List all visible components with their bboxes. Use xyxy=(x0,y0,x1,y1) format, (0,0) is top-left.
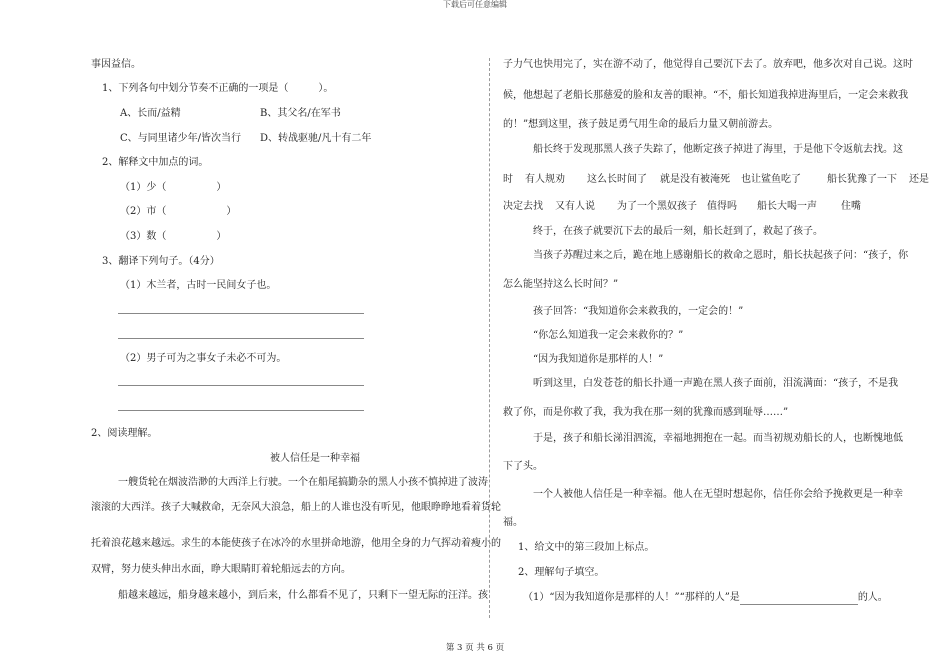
phrase: 船长大喝一声 xyxy=(757,201,817,212)
phrase: 有人规劝 xyxy=(525,174,565,185)
passage-line: 终于，在孩子就要沉下去的最后一刻，船长赶到了，救起了孩子。 xyxy=(533,226,823,237)
answer-line[interactable] xyxy=(118,410,364,411)
phrase: 还是 xyxy=(909,174,929,185)
fill-in-prompt: （1）“因为我知道你是那样的人！”“那样的人”是 xyxy=(523,592,740,603)
phrase: 值得吗 xyxy=(707,201,737,212)
question-2: 2、理解句子填空。 xyxy=(518,567,605,578)
phrase: 为了一个黑奴孩子 xyxy=(617,201,697,212)
question-3-item-1: （1）木兰者，古时一民间女子也。 xyxy=(120,280,277,291)
question-1: 1、给文中的第三段加上标点。 xyxy=(518,542,655,553)
passage-line: 滚滚的大西洋。孩子大喊救命，无奈风大浪急，船上的人谁也没有听见，他眼睁睁地看着货轮 xyxy=(91,502,501,513)
passage-line: “因为我知道你是那样的人！” xyxy=(533,354,664,365)
passage-line: 双臂，努力使头伸出水面，睁大眼睛盯着轮船远去的方向。 xyxy=(91,564,351,575)
passage-line: 一个人被他人信任是一种幸福。他人在无望时想起你，信任你会给予挽救更是一种幸 xyxy=(533,489,903,500)
passage-line: 于是，孩子和船长涕泪泗流，幸福地拥抱在一起。而当初规劝船长的人，也断愧地低 xyxy=(533,433,903,444)
question-3: 3、翻译下列句子。（4分） xyxy=(102,256,220,267)
question-2-item-1 xyxy=(523,591,888,605)
question-1: 1、下列各句中划分节奏不正确的一项是（ ）。 xyxy=(102,83,334,94)
fill-in-suffix: 的人。 xyxy=(857,592,888,603)
passage-line: 一艘货轮在烟波浩渺的大西洋上行驶。一个在船尾搞勤杂的黑人小孩不慎掉进了波涛 xyxy=(118,477,488,488)
phrase: 决定去找 xyxy=(503,201,543,212)
page-header: 下载后可任意编辑 xyxy=(443,0,507,9)
phrase: 也让鲨鱼吃了 xyxy=(741,174,801,185)
fill-in-blank[interactable] xyxy=(740,594,858,605)
passage-line: 听到这里，白发苍苍的船长扑通一声跪在黑人孩子面前，泪流满面：“孩子，不是我 xyxy=(533,378,899,389)
answer-line[interactable] xyxy=(118,313,364,314)
question-2-item-1: （1）少（ ） xyxy=(120,182,227,193)
passage-line: 的！”想到这里，孩子鼓足勇气用生命的最后力量又朝前游去。 xyxy=(503,119,779,130)
passage-line: 托着浪花越来越远。求生的本能使孩子在冰冷的水里拼命地游，他用全身的力气挥动着瘦小的 xyxy=(91,538,501,549)
option-b: B、其父名/在军书 xyxy=(260,108,341,119)
section-heading: 2、阅读理解。 xyxy=(91,428,158,439)
passage-line: 下了头。 xyxy=(503,461,543,472)
passage-line: “你怎么知道我一定会来救你的？” xyxy=(533,330,684,341)
option-a: A、长而/益精 xyxy=(120,108,181,119)
passage-tail: 事因益信。 xyxy=(91,59,141,70)
phrase: 住嘴 xyxy=(841,201,861,212)
passage-line: 福。 xyxy=(503,517,523,528)
passage-line: 子力气也快用完了，实在游不动了，他觉得自己要沉下去了。放弃吧，他多次对自己说。这时 xyxy=(503,59,913,70)
question-3-item-2: （2）男子可为之事女子未必不可为。 xyxy=(120,353,287,364)
answer-line[interactable] xyxy=(118,385,364,386)
question-2-item-3: （3）数（ ） xyxy=(120,231,227,242)
passage-line: 救了你，而是你救了我，我为我在那一刻的犹豫而感到耻辱……” xyxy=(503,407,789,418)
question-2: 2、解释文中加点的词。 xyxy=(102,157,209,168)
phrase: 这么长时间了 xyxy=(587,174,647,185)
passage-title: 被人信任是一种幸福 xyxy=(270,453,360,464)
passage-line: 船长终于发现那黑人孩子失踪了，他断定孩子掉进了海里，于是他下令返航去找。这 xyxy=(533,144,903,155)
passage-line: 当孩子苏醒过来之后，跪在地上感谢船长的救命之恩时，船长扶起孩子问：“孩子，你 xyxy=(533,250,909,261)
unpunctuated-line xyxy=(503,173,929,187)
phrase: 又有人说 xyxy=(555,201,595,212)
phrase: 就是没有被淹死 xyxy=(660,174,730,185)
phrase: 船长犹豫了一下 xyxy=(827,174,897,185)
passage-line: 怎么能坚持这么长时间？” xyxy=(503,279,619,290)
passage-line: 候，他想起了老船长那慈爱的脸和友善的眼神。“不，船长知道我掉进海里后，一定会来救我 xyxy=(503,90,909,101)
right-column xyxy=(489,0,950,671)
option-d: D、转战驱驰/凡十有二年 xyxy=(260,133,372,144)
phrase: 时 xyxy=(503,174,513,185)
passage-line: 船越来越远，船身越来越小，到后来，什么都看不见了，只剩下一望无际的汪洋。孩 xyxy=(118,590,488,601)
unpunctuated-line xyxy=(503,200,861,214)
passage-line: 孩子回答：“我知道你会来救我的，一定会的！” xyxy=(533,306,744,317)
answer-line[interactable] xyxy=(118,338,364,339)
page-footer: 第 3 页 共 6 页 xyxy=(445,643,505,653)
option-c: C、与同里诸少年/皆次当行 xyxy=(120,133,242,144)
question-2-item-2: （2）市（ ） xyxy=(120,206,237,217)
